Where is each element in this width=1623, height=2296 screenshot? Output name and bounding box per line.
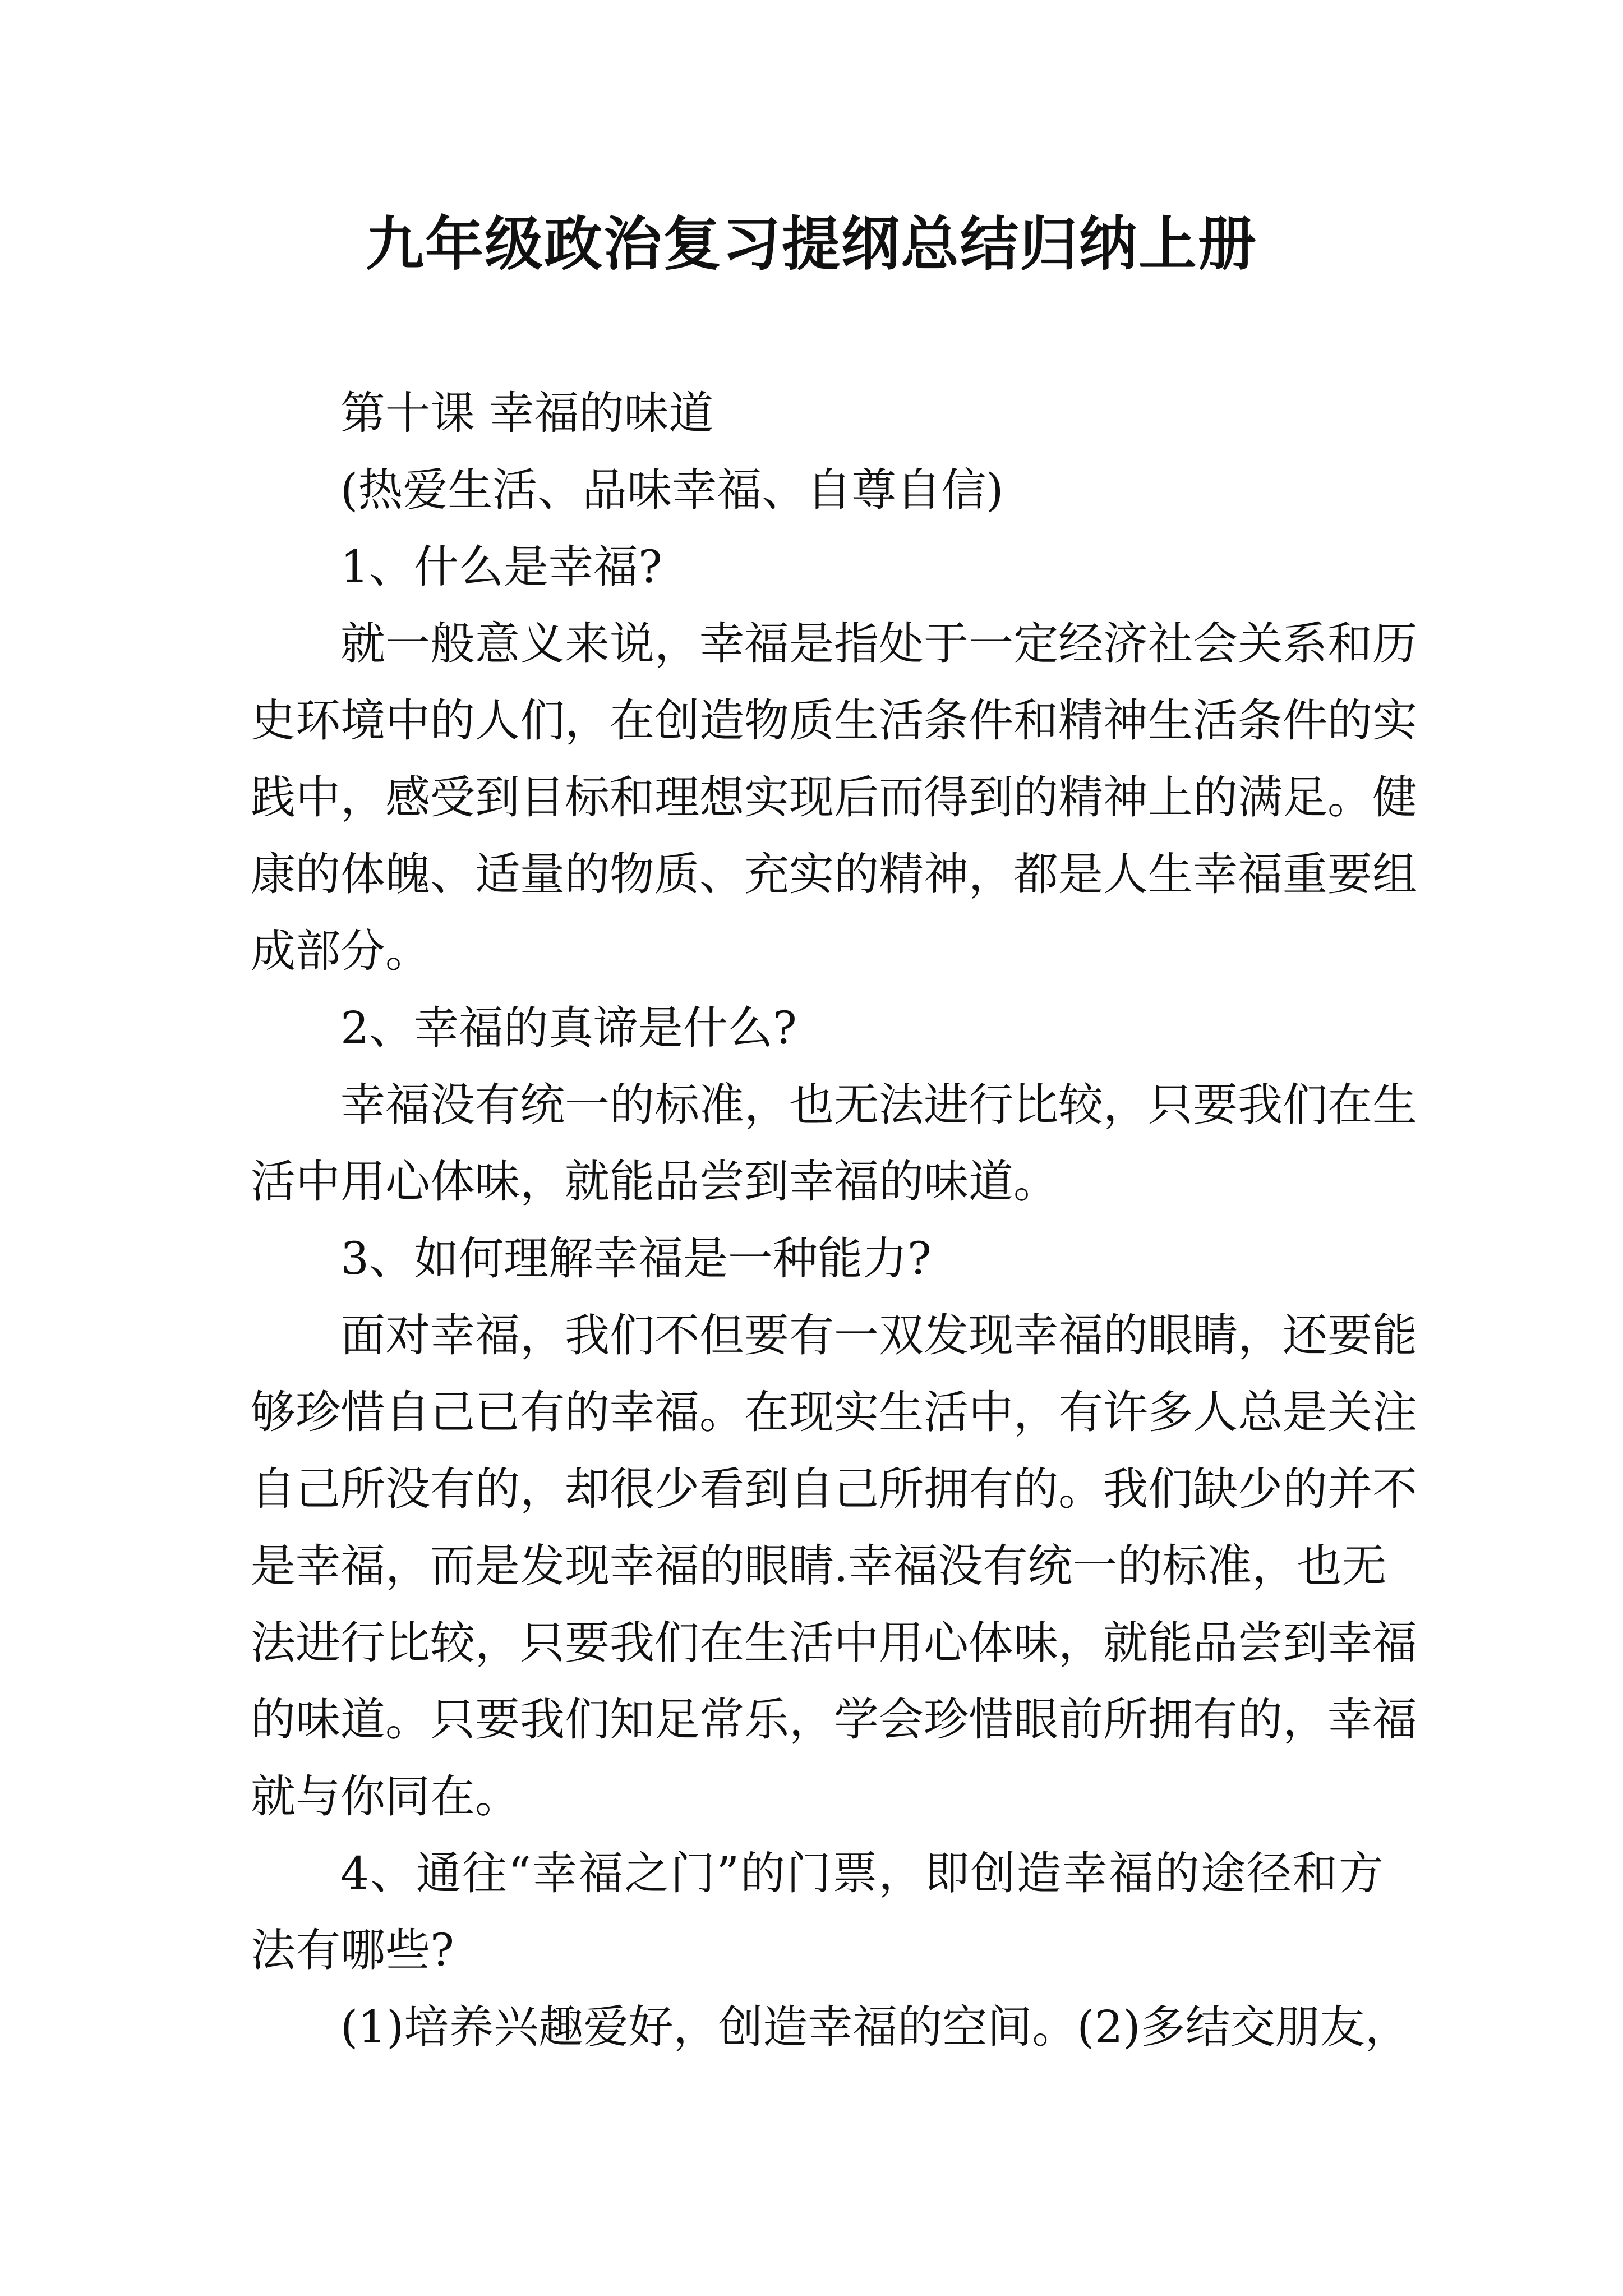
text-line: 成部分。 [251,925,430,977]
text-line: 法有哪些? [251,1924,454,1976]
text-line: 1、什么是幸福? [340,541,662,593]
text-line: 2、幸福的真谛是什么? [340,1002,797,1054]
text-line: 的味道。只要我们知足常乐，学会珍惜眼前所拥有的，幸福 [251,1694,1417,1746]
text-line: 践中，感受到目标和理想实现后而得到的精神上的满足。健 [251,771,1417,823]
text-line: 史环境中的人们，在创造物质生活条件和精神生活条件的实 [251,694,1417,747]
text-line: 够珍惜自己已有的幸福。在现实生活中，有许多人总是关注 [251,1386,1417,1438]
text-line: 自己所没有的，却很少看到自己所拥有的。我们缺少的并不 [251,1463,1417,1515]
text-line: 活中用心体味，就能品尝到幸福的味道。 [251,1156,1058,1208]
text-line: 就一般意义来说，幸福是指处于一定经济社会关系和历 [340,618,1417,670]
text-line: 4、通往“幸福之门”的门票，即创造幸福的途径和方 [340,1847,1384,1899]
text-line: 法进行比较，只要我们在生活中用心体味，就能品尝到幸福 [251,1617,1417,1669]
text-line: (1)培养兴趣爱好，创造幸福的空间。(2)多结交朋友， [340,2001,1410,2053]
document-title: 九年级政治复习提纲总结归纳上册 [365,209,1257,278]
text-line: 是幸福，而是发现幸福的眼睛.幸福没有统一的标准，也无 [251,1540,1387,1592]
text-line: 康的体魄、适量的物质、充实的精神，都是人生幸福重要组 [251,848,1417,900]
document-body [251,375,1417,2065]
text-line: 3、如何理解幸福是一种能力? [340,1232,932,1285]
text-line: 幸福没有统一的标准，也无法进行比较，只要我们在生 [340,1079,1417,1131]
text-line: (热爱生活、品味幸福、自尊自信) [340,464,1004,516]
text-line: 第十课 幸福的味道 [340,387,714,439]
text-line: 面对幸福，我们不但要有一双发现幸福的眼睛，还要能 [340,1309,1417,1361]
text-line: 就与你同在。 [251,1770,520,1823]
